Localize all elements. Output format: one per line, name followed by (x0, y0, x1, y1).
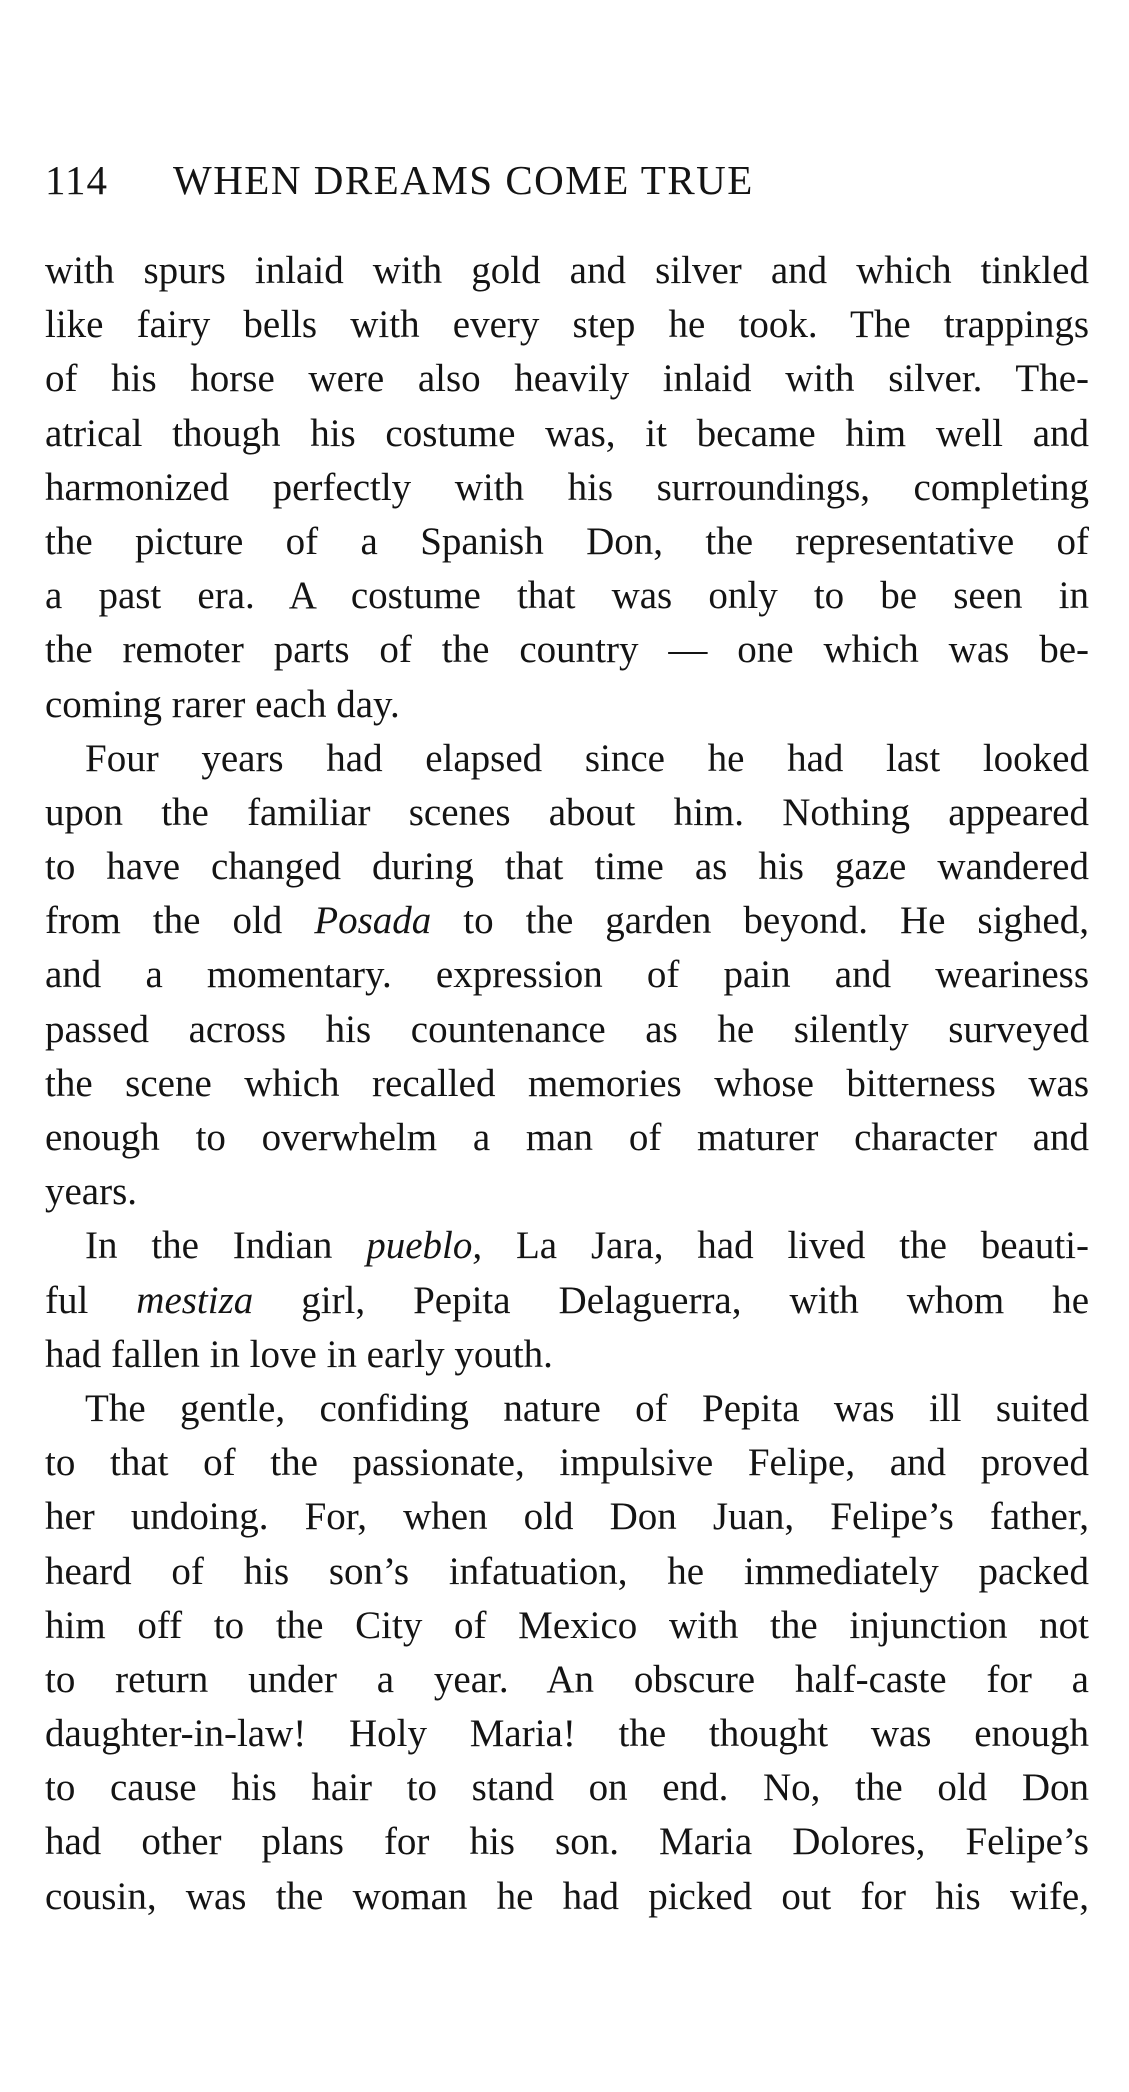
text-run: In the Indian (85, 1224, 367, 1268)
text-run: from the old (45, 899, 315, 943)
text-line: years. (45, 1170, 138, 1214)
text-line: of his horse were also heavily inlaid with silver. The- (45, 357, 1089, 401)
running-head (45, 150, 1085, 210)
italic-term: pueblo, (366, 1224, 483, 1268)
text-line: enough to overwhelm a man of maturer character and (45, 1116, 1089, 1159)
text-line: heard of his son’s infatuation, he immediately packed (45, 1549, 1089, 1593)
text-run: La Jara, had lived the beauti- (482, 1224, 1089, 1268)
text-line: daughter-in-law! Holy Maria! the thought was enough (45, 1712, 1089, 1756)
text-line: upon the familiar scenes about him. Nothing appeared (45, 790, 1089, 834)
text-line: to return under a year. An obscure half-caste for a (45, 1657, 1089, 1701)
text-line: and a momentary. expression of pain and weariness (45, 953, 1089, 997)
text-line: passed across his countenance as he silently surveyed (45, 1007, 1089, 1051)
text-line: a past era. A costume that was only to be seen in (45, 574, 1089, 618)
italic-term: mestiza (136, 1278, 254, 1322)
text-line: with spurs inlaid with gold and silver and which tinkled (45, 249, 1089, 292)
text-line-paragraph-start (45, 1219, 1089, 1273)
text-line-paragraph-start: The gentle, confiding nature of Pepita was ill suited (85, 1386, 1089, 1430)
text-line (45, 1274, 1089, 1328)
italic-term: Posada (314, 899, 432, 943)
text-run: to the garden beyond. He sighed, (431, 899, 1089, 943)
text-line: cousin, was the woman he had picked out for his wife, (45, 1874, 1089, 1918)
text-line: to have changed during that time as his gaze wandered (45, 845, 1089, 889)
text-line: like fairy bells with every step he took. The trappings (45, 303, 1089, 347)
text-run: ful (45, 1278, 137, 1322)
text-line: to that of the passionate, impulsive Felipe, and proved (45, 1441, 1089, 1485)
text-line-paragraph-start: Four years had elapsed since he had last looked (85, 736, 1089, 780)
text-line: to cause his hair to stand on end. No, the old Don (45, 1766, 1089, 1810)
text-line: had fallen in love in early youth. (45, 1332, 553, 1376)
text-line: him off to the City of Mexico with the injunction not (45, 1603, 1089, 1647)
text-line: her undoing. For, when old Don Juan, Felipe’s father, (45, 1495, 1089, 1539)
page-number: 114 (45, 157, 108, 203)
text-run: girl, Pepita Delaguerra, with whom he (253, 1278, 1089, 1322)
text-line: coming rarer each day. (45, 682, 400, 726)
text-line (45, 894, 1089, 948)
text-line: had other plans for his son. Maria Dolores, Felipe’s (45, 1820, 1089, 1864)
text-line: the picture of a Spanish Don, the representative of (45, 519, 1089, 563)
text-line: the scene which recalled memories whose bitterness was (45, 1061, 1089, 1105)
body-text (45, 244, 1089, 1924)
text-line: atrical though his costume was, it became him well and (45, 411, 1089, 455)
text-line: the remoter parts of the country — one which was be- (45, 628, 1089, 672)
text-line: harmonized perfectly with his surroundings, completing (45, 465, 1089, 509)
running-title: WHEN DREAMS COME TRUE (173, 157, 754, 203)
